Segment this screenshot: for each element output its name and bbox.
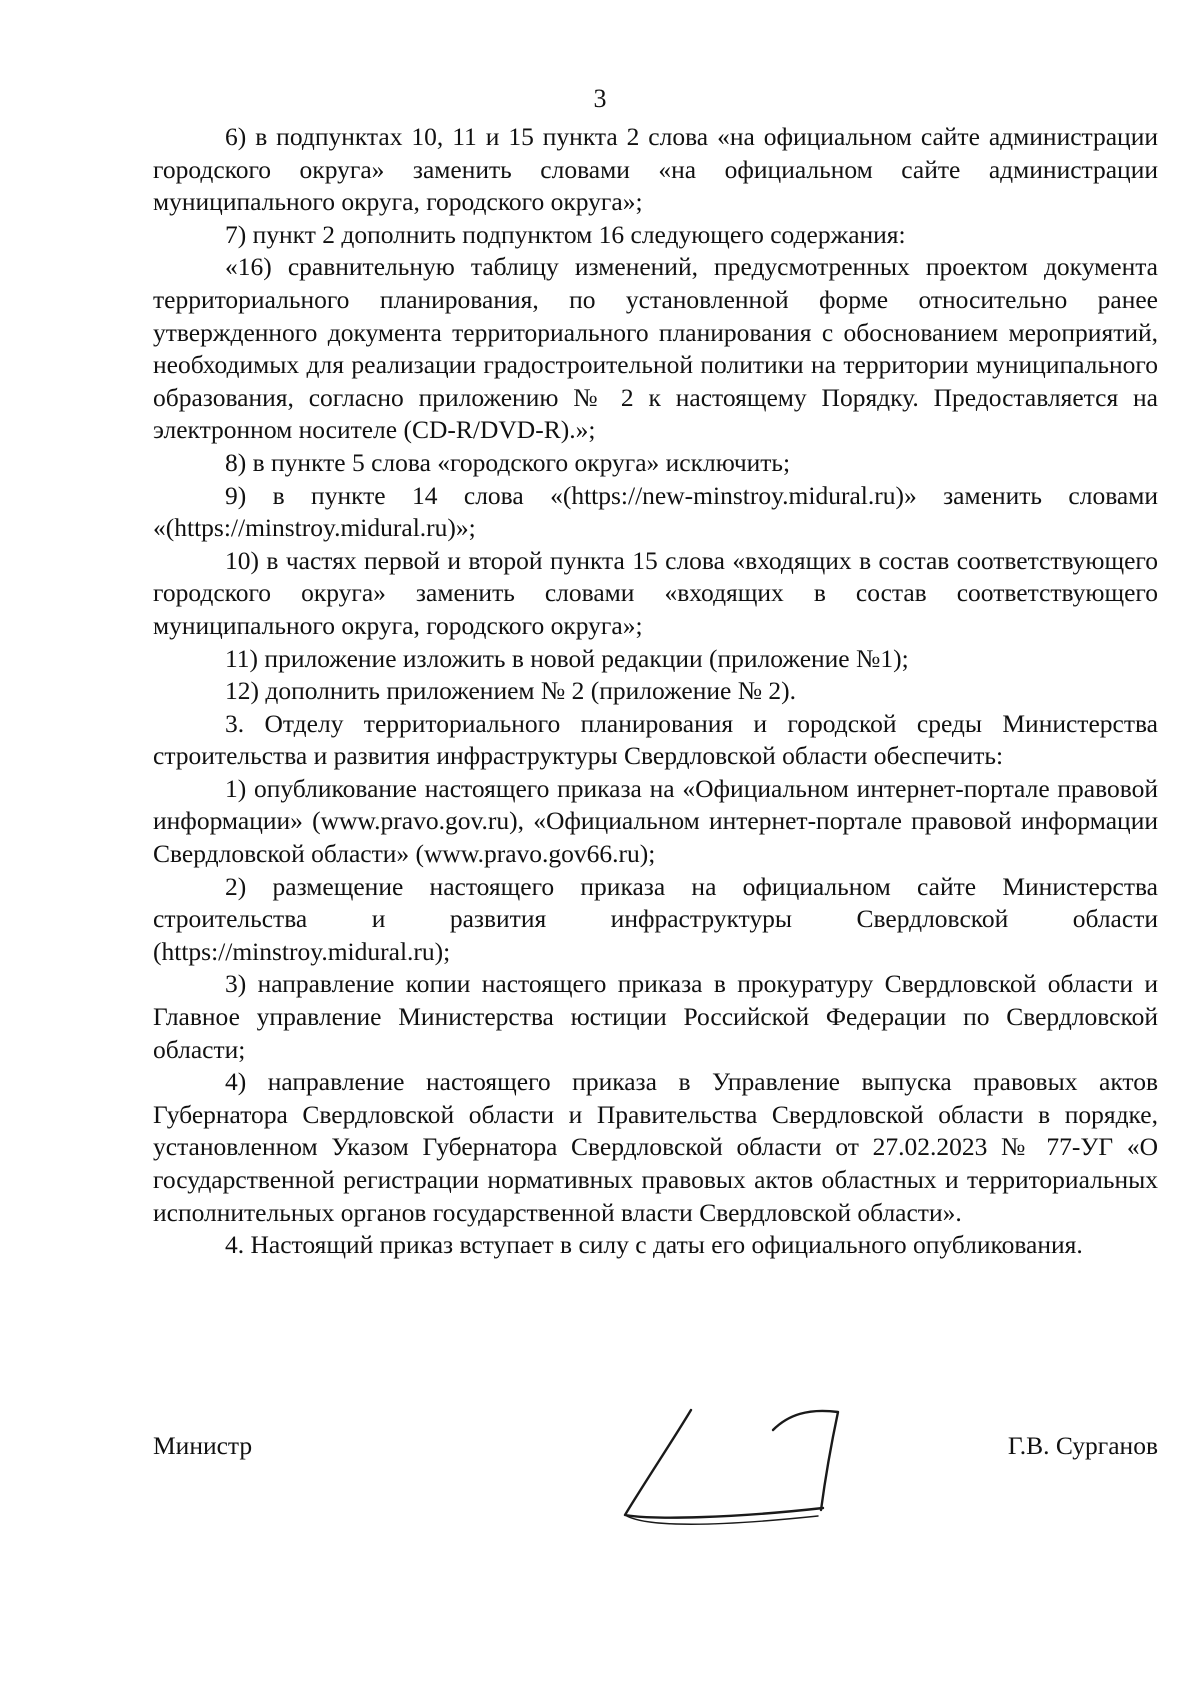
paragraph-item-7: 7) пункт 2 дополнить подпунктом 16 следующего содержания: xyxy=(225,219,906,249)
paragraph-item-8: 8) в пункте 5 слова «городского округа» исключить; xyxy=(225,447,791,477)
paragraph-subitem-16: «16) сравнительную таблицу изменений, предусмотренных проектом документа территориального планирования, по установленной форме относительно ранее утвержденного документа территориального планирования с обоснованием мероприятий, необходимых для реализации градостроительной политики на территории муниципального образования, согласно приложению № 2 к настоящему Порядку. Предоставляется на электронном носителе (CD-R/DVD-R).»; xyxy=(153,252,1158,445)
signer-position: Министр xyxy=(153,1431,253,1460)
paragraph-section-4: 4. Настоящий приказ вступает в силу с даты его официального опубликования. xyxy=(225,1230,1083,1260)
handwritten-signature xyxy=(613,1390,873,1540)
signer-name: Г.В. Сурганов xyxy=(1007,1431,1158,1460)
paragraph-section-3-item-1: 1) опубликование настоящего приказа на «Официальном интернет-портале правовой информации» (www.pravo.gov.ru), «Официальном интернет-портале правовой информации Свердловской области» (www.pravo.gov66.ru); xyxy=(153,773,1158,869)
paragraph-item-10: 10) в частях первой и второй пункта 15 слова «входящих в состав соответствующего городского округа» заменить словами «входящих в состав соответствующего муниципального округа, городского округа»; xyxy=(153,545,1158,640)
paragraph-section-3-item-4: 4) направление настоящего приказа в Управление выпуска правовых актов Губернатора Свердловской области и Правительства Свердловской области в порядке, установленном Указом Губернатора Свердловской области от 27.02.2023 № 77-УГ «О государственной регистрации нормативных правовых актов областных и территориальных исполнительных органов государственной власти Свердловской области». xyxy=(153,1067,1158,1227)
signature-block xyxy=(153,1420,1158,1540)
document-body xyxy=(153,121,1158,1262)
paragraph-section-3: 3. Отделу территориального планирования и городской среды Министерства строительства и развития инфраструктуры Свердловской области обеспечить: xyxy=(153,708,1158,771)
paragraph-item-12: 12) дополнить приложением № 2 (приложение № 2). xyxy=(225,676,797,706)
paragraph-section-3-item-3: 3) направление копии настоящего приказа в прокуратуру Свердловской области и Главное управление Министерства юстиции Российской Федерации по Свердловской области; xyxy=(153,969,1158,1064)
page-number: 3 xyxy=(593,84,607,113)
paragraph-item-9: 9) в пункте 14 слова «(https://new-minstroy.midural.ru)» заменить словами «(https://minstroy.midural.ru)»; xyxy=(153,480,1158,543)
paragraph-item-11: 11) приложение изложить в новой редакции (приложение №1); xyxy=(225,643,909,673)
paragraph-section-3-item-2: 2) размещение настоящего приказа на официальном сайте Министерства строительства и развития инфраструктуры Свердловской области (https://minstroy.midural.ru); xyxy=(153,871,1158,966)
paragraph-item-6: 6) в подпунктах 10, 11 и 15 пункта 2 слова «на официальном сайте администрации городского округа» заменить словами «на официальном сайте администрации муниципального округа, городского округа»; xyxy=(153,122,1158,217)
